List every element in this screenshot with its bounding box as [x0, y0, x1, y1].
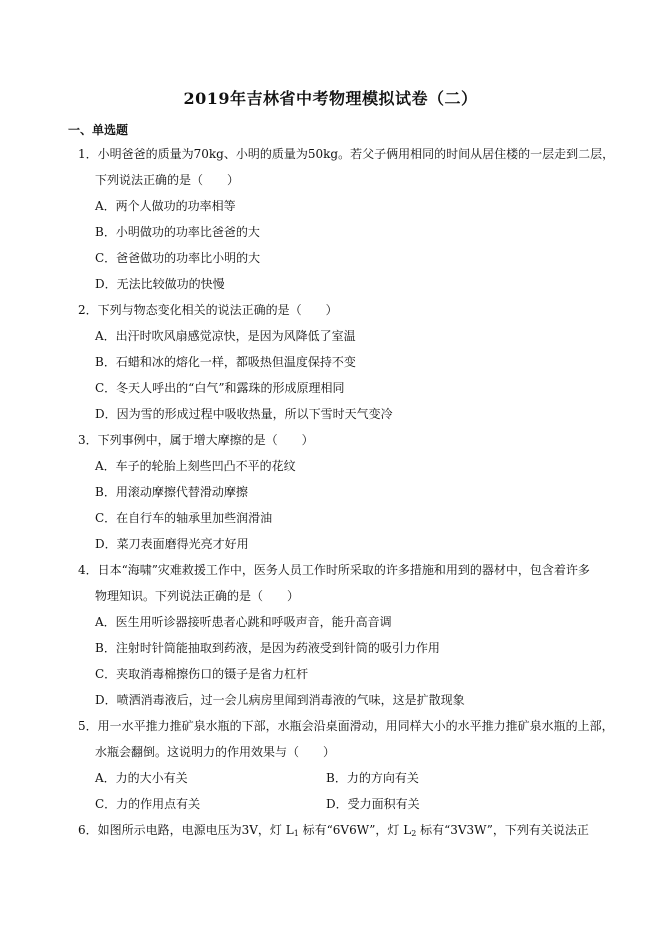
question-5-line-2: 水瓶会翻倒。这说明力的作用效果与（ ） — [95, 745, 336, 759]
question-6-text-part-1: 6．如图所示电路，电源电压为3V，灯 L — [78, 823, 294, 837]
question-3-option-d: D．菜刀表面磨得光亮才好用 — [95, 537, 249, 551]
question-2-option-c: C．冬天人呼出的“白气”和露珠的形成原理相同 — [95, 381, 345, 395]
subscript-1: 1 — [293, 829, 299, 838]
question-2-option-b: B．石蜡和冰的熔化一样，都吸热但温度保持不变 — [95, 355, 356, 369]
question-1-line-2: 下列说法正确的是（ ） — [95, 173, 240, 187]
question-1-line-1: 1．小明爸爸的质量为70kg、小明的质量为50kg。若父子俩用相同的时间从居住楼的一层走到二层， — [78, 147, 615, 161]
question-4-line-2: 物理知识。下列说法正确的是（ ） — [95, 589, 300, 603]
question-1-option-b: B．小明做功的功率比爸爸的大 — [95, 225, 260, 239]
question-2-option-d: D．因为雪的形成过程中吸收热量，所以下雪时天气变冷 — [95, 407, 393, 421]
question-2-option-a: A．出汗时吹风扇感觉凉快，是因为风降低了室温 — [95, 329, 356, 343]
question-5-option-b: B．力的方向有关 — [326, 771, 419, 785]
subscript-2: 2 — [411, 829, 417, 838]
question-4-option-d: D．喷洒消毒液后，过一会儿病房里闻到消毒液的气味，这是扩散现象 — [95, 693, 465, 707]
question-5-option-c: C．力的作用点有关 — [95, 797, 201, 811]
question-4-line-1: 4．日本“海啸”灾难救援工作中，医务人员工作时所采取的许多措施和用到的器材中，包含着许多 — [78, 563, 590, 577]
question-6-text-part-2: 标有“6V6W”，灯 L — [298, 823, 412, 837]
question-3-option-a: A．车子的轮胎上刻些凹凸不平的花纹 — [95, 459, 296, 473]
question-5-option-a: A．力的大小有关 — [95, 771, 188, 785]
question-3-line-1: 3．下列事例中，属于增大摩擦的是（ ） — [78, 433, 314, 447]
question-2-line-1: 2．下列与物态变化相关的说法正确的是（ ） — [78, 303, 338, 317]
question-3-option-b: B．用滚动摩擦代替滑动摩擦 — [95, 485, 248, 499]
question-5-option-d: D．受力面积有关 — [326, 797, 420, 811]
page-title: 2019年吉林省中考物理模拟试卷（二） — [183, 89, 478, 108]
question-1-option-d: D．无法比较做功的快慢 — [95, 277, 225, 291]
question-1-option-a: A．两个人做功的功率相等 — [95, 199, 236, 213]
question-4-option-a: A．医生用听诊器接听患者心跳和呼吸声音，能升高音调 — [95, 615, 392, 629]
question-6-line-1 — [78, 822, 589, 842]
section-heading: 一、单选题 — [68, 123, 129, 137]
question-3-option-c: C．在自行车的轴承里加些润滑油 — [95, 511, 273, 525]
question-4-option-c: C．夹取消毒棉擦伤口的镊子是省力杠杆 — [95, 667, 309, 681]
question-4-option-b: B．注射时针筒能抽取到药液，是因为药液受到针筒的吸引力作用 — [95, 641, 440, 655]
question-1-option-c: C．爸爸做功的功率比小明的大 — [95, 251, 261, 265]
question-5-line-1: 5．用一水平推力推矿泉水瓶的下部，水瓶会沿桌面滑动，用同样大小的水平推力推矿泉水瓶的上部， — [78, 719, 614, 733]
question-6-text-part-3: 标有“3V3W”，下列有关说法正 — [416, 823, 589, 837]
